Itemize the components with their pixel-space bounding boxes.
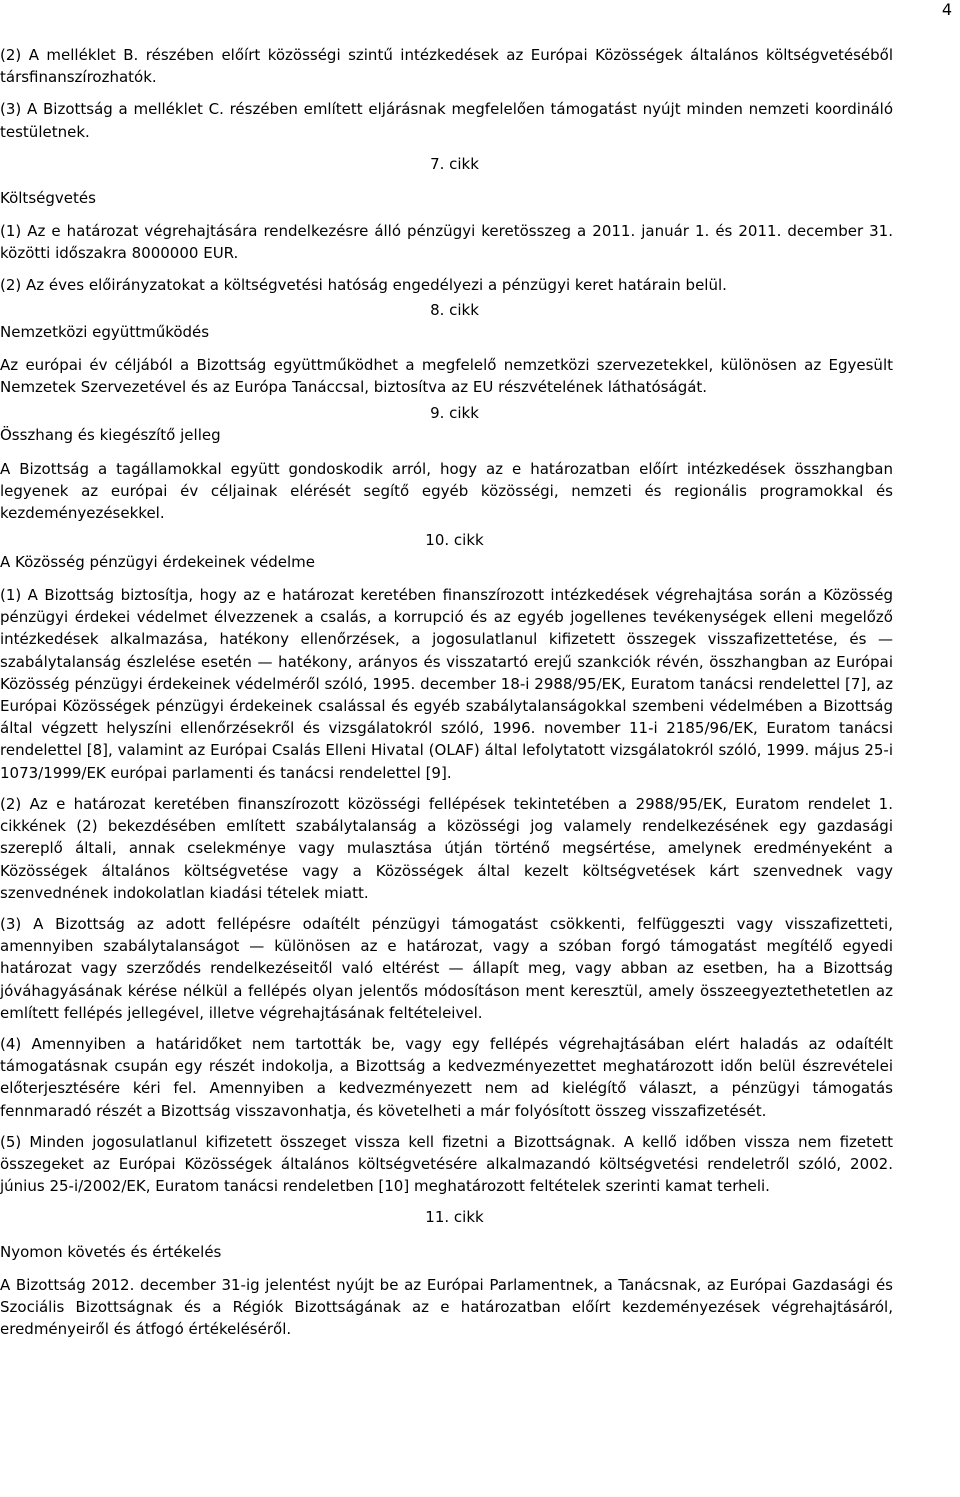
paragraph-11: A Bizottság 2012. december 31-ig jelentést nyújt be az Európai Parlamentnek, a Tanácsnak, az Európai Gazdasági és Szociális Bizottságnak és a Régiók Bizottságának az e határozatban előírt kezdeményezések végrehajtásáról, eredményeiről és átfogó értékeléséről. xyxy=(0,1275,893,1339)
paragraph-6-2: (2) A melléklet B. részében előírt közösségi szintű intézkedések az Európai Közösségek általános költségvetéséből társfinanszírozhatók. xyxy=(0,46,893,87)
article-7-title: Költségvetés xyxy=(0,189,96,208)
paragraph-8: Az európai év céljából a Bizottság együttműködhet a megfelelő nemzetközi szervezetekkel, különösen az Egyesült Nemzetek Szervezetével és az Európa Tanáccsal, biztosítva az EU részvételének láthatóságát. xyxy=(0,356,893,397)
paragraph-10-3: (3) A Bizottság az adott fellépésre odaítélt pénzügyi támogatást csökkenti, felfüggeszti vagy visszafizetteti, amennyiben szabálytalanságot — különösen az e határozat, vagy a szóban forgó támogatást megítélő egyedi határozat vagy szerződés rendelkezéseitől való eltérést — állapít meg, vagy abban az esetben, ha a Bizottság jóváhagyásának kérése nélkül a fellépés olyan jelentős módosításon ment keresztül, amely összeegyeztethetetlen az említett fellépés jellegével, illetve végrehajtásának feltételeivel. xyxy=(0,914,893,1022)
paragraph-10-1: (1) A Bizottság biztosítja, hogy az e határozat keretében finanszírozott intézkedések végrehajtása során a Közösség pénzügyi érdekei védelmet élvezzenek a csalás, a korrupció és az egyéb jogellenes tevékenységek elleni megelőző intézkedések alkalmazása, hatékony ellenőrzések, a jogosulatlanul kifizetett összegek visszafizettetése, és — szabálytalanság észlelése esetén — hatékony, arányos és visszatartó erejű szankciók révén, összhangban az Európai Közösség pénzügyi érdekeinek védelméről szóló, 1995. december 18-i 2988/95/EK, Euratom tanácsi rendelettel [7], az Európai Közösségek pénzügyi érdekeinek csalással és egyéb szabálytalanságokkal szembeni védelmében a Bizottság által végzett helyszíni ellenőrzésekről és vizsgálatokról szóló, 1996. november 11-i 2185/96/EK, Euratom tanácsi rendelettel [8], valamint az Európai Csalás Elleni Hivatal (OLAF) által lefolytatott vizsgálatokról szóló, 1999. május 25-i 1073/1999/EK európai parlamenti és tanácsi rendelettel [9]. xyxy=(0,586,893,782)
paragraph-10-2: (2) Az e határozat keretében finanszírozott közösségi fellépések tekintetében a 2988/95/EK, Euratom rendelet 1. cikkének (2) bekezdésében említett szabálytalanság a közösségi jog valamely rendelkezésének egy gazdasági szereplő általi, annak cselekménye vagy mulasztása útján történő megsértése, amelynek eredményeként a Közösségek általános költségvetése vagy a Közösségek által kezelt költségvetések kárt szenvednek vagy szenvednének indokolatlan kiadási tételek miatt. xyxy=(0,794,893,902)
paragraph-9: A Bizottság a tagállamokkal együtt gondoskodik arról, hogy az e határozatban előírt intézkedések összhangban legyenek az európai év céljainak elérését segítő egyéb közösségi, nemzeti és regionális programokkal és kezdeményezésekkel. xyxy=(0,460,893,523)
article-9-title: Összhang és kiegészítő jelleg xyxy=(0,425,221,444)
article-8-number: 8. cikk xyxy=(430,300,479,319)
article-10-title: A Közösség pénzügyi érdekeinek védelme xyxy=(0,552,315,571)
article-10-number: 10. cikk xyxy=(425,530,484,549)
paragraph-7-2: (2) Az éves előirányzatokat a költségvetési hatóság engedélyezi a pénzügyi keret határain belül. xyxy=(0,275,727,294)
article-9-number: 9. cikk xyxy=(430,403,479,422)
article-11-number: 11. cikk xyxy=(425,1208,484,1227)
article-7-number: 7. cikk xyxy=(430,154,479,173)
paragraph-7-1: (1) Az e határozat végrehajtására rendelkezésre álló pénzügyi keretösszeg a 2011. január 1. és 2011. december 31. közötti időszakra 8000000 EUR. xyxy=(0,222,893,263)
paragraph-10-4: (4) Amennyiben a határidőket nem tartották be, vagy egy fellépés végrehajtásában elért haladás az odaítélt támogatásnak csupán egy részét indokolja, a Bizottság a kedvezményezettet meghatározott időn belül észrevételei előterjesztésére kéri fel. Amennyiben a kedvezményezett nem ad kielégítő választ, a pénzügyi támogatás fennmaradó részét a Bizottság visszavonhatja, és követelheti a már folyósított összeg visszafizetését. xyxy=(0,1034,893,1120)
paragraph-10-5: (5) Minden jogosulatlanul kifizetett összeget vissza kell fizetni a Bizottságnak. A kellő időben vissza nem fizetett összegeket az Európai Közösségek általános költségvetésére alkalmazandó költségvetési rendeletről szóló, 2002. június 25-i/2002/EK, Euratom tanácsi rendeletben [10] meghatározott feltételek szerinti kamat terheli. xyxy=(0,1132,893,1196)
page-number: 4 xyxy=(941,0,952,19)
document-body xyxy=(0,44,893,1349)
article-8-title: Nemzetközi együttműködés xyxy=(0,323,210,342)
article-11-title: Nyomon követés és értékelés xyxy=(0,1242,222,1261)
paragraph-6-3: (3) A Bizottság a melléklet C. részében említett eljárásnak megfelelően támogatást nyújt minden nemzeti koordináló testületnek. xyxy=(0,100,893,141)
